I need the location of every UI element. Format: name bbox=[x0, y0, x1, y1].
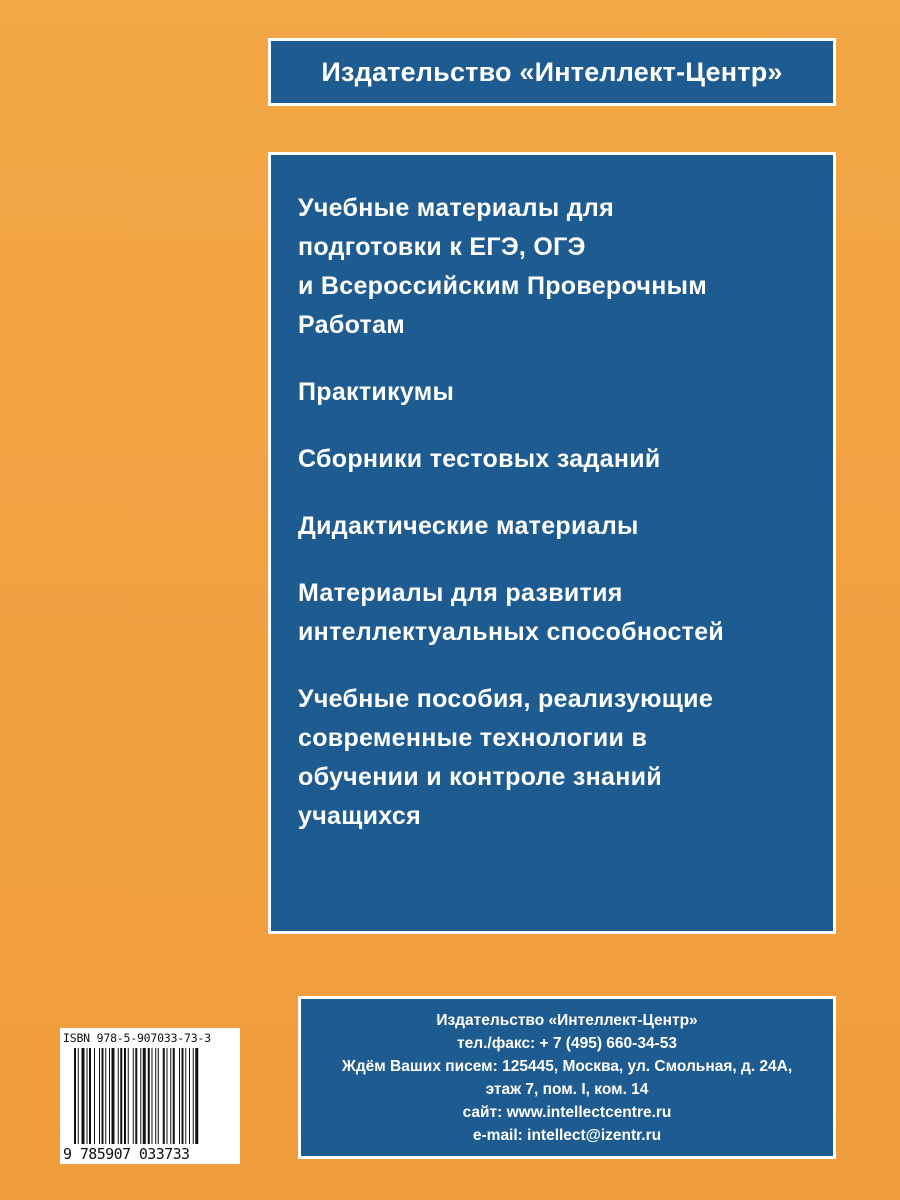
isbn-barcode bbox=[60, 1028, 240, 1164]
catalog-box bbox=[268, 152, 836, 934]
contact-box bbox=[298, 996, 836, 1159]
catalog-item-workshops: Практикумы bbox=[298, 378, 455, 406]
catalog-item-intellectual: Материалы для развития интеллектуальных способностей bbox=[298, 579, 725, 646]
contact-phone: тел./факс: + 7 (495) 660-34-53 bbox=[457, 1034, 677, 1052]
publisher-title-box bbox=[268, 38, 836, 106]
catalog-item-test-collections: Сборники тестовых заданий bbox=[298, 445, 661, 473]
contact-email: e-mail: intellect@izentr.ru bbox=[472, 1126, 662, 1144]
catalog-item-exam-prep: Учебные материалы для подготовки к ЕГЭ, ОГЭ и Всероссийским Проверочным Работам bbox=[298, 194, 708, 339]
catalog-item-didactic: Дидактические материалы bbox=[298, 512, 639, 540]
catalog-item-textbooks: Учебные пособия, реализующие современные технологии в обучении и контроле знаний учащихся bbox=[298, 685, 714, 830]
isbn-number: ISBN 978-5-907033-73-3 bbox=[63, 1031, 211, 1045]
contact-website: сайт: www.intellectcentre.ru bbox=[462, 1103, 672, 1121]
barcode-icon bbox=[74, 1048, 236, 1144]
contact-address: Ждём Ваших писем: 125445, Москва, ул. Смольная, д. 24А, bbox=[341, 1057, 793, 1075]
contact-publisher: Издательство «Интеллект-Центр» bbox=[436, 1011, 698, 1029]
contact-address-floor: этаж 7, пом. I, ком. 14 bbox=[485, 1080, 649, 1098]
barcode-digits: 9 785907 033733 bbox=[63, 1145, 190, 1163]
publisher-title: Издательство «Интеллект-Центр» bbox=[321, 56, 783, 87]
